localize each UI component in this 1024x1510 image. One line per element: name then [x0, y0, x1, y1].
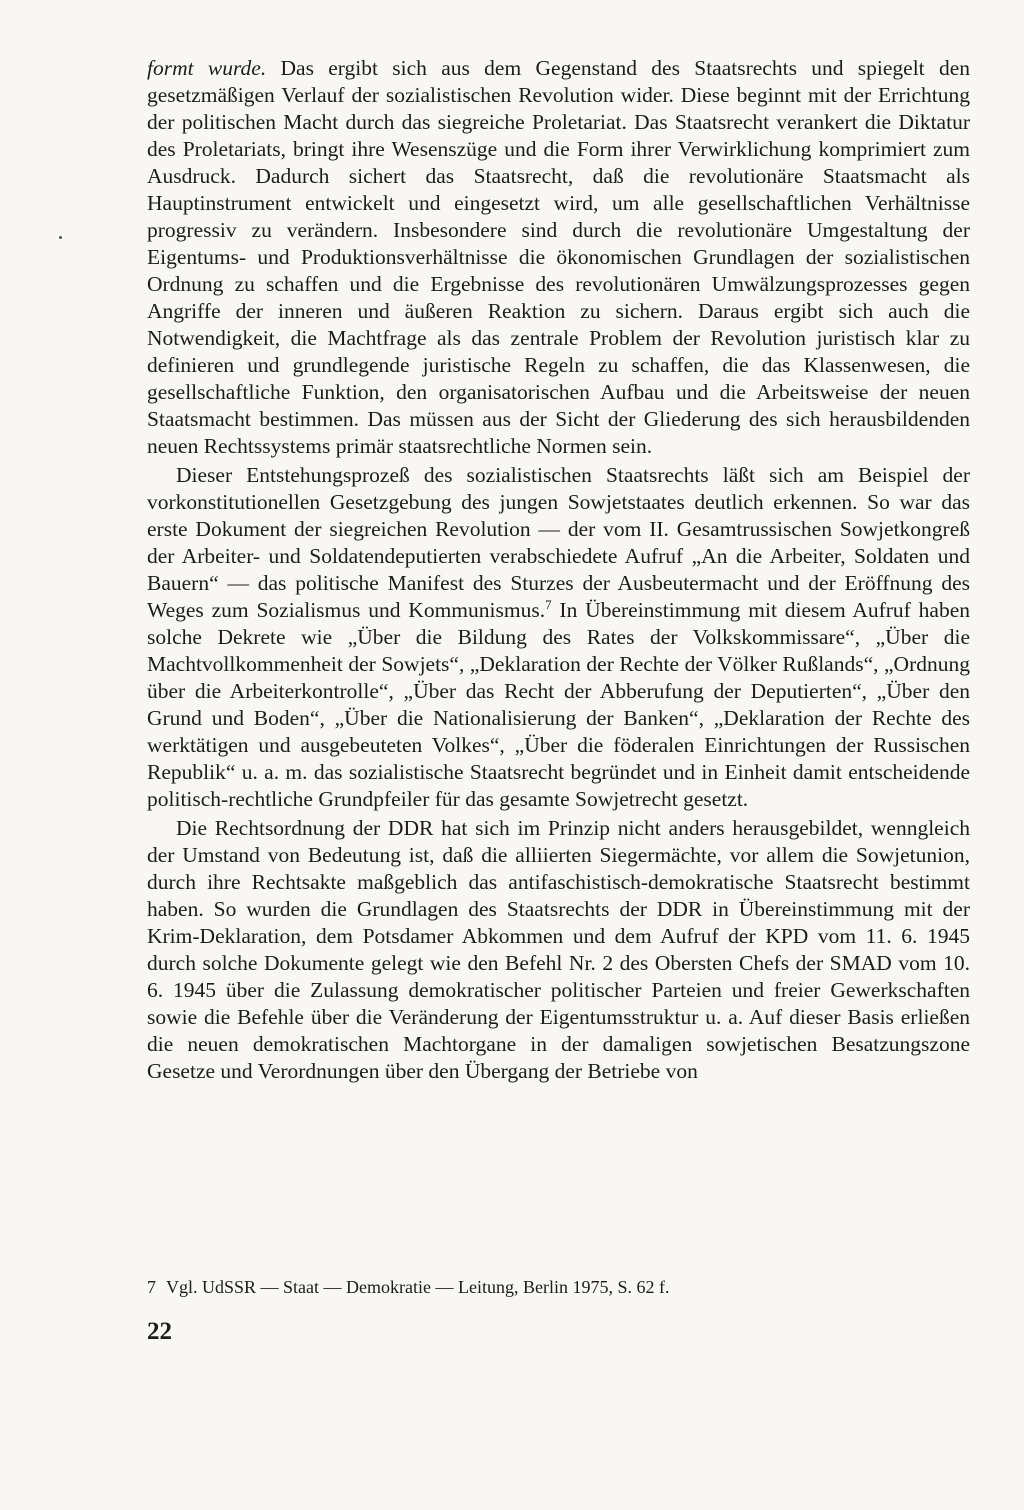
paragraph-2-text-b: In Übereinstimmung mit diesem Aufruf haben solche Dekrete wie „Über die Bildung des Rates der Volkskommissare“, „Über die Machtvollkommenheit der Sowjets“, „Deklaration der Rechte der Völker Rußlands“, „Ordnung über die Arbeiterkontrolle“, „Über das Recht der Abberufung der Deputierten“, „Über den Grund und Boden“, „Über die Nationalisierung der Banken“, „Deklaration der Rechte des werktätigen und ausgebeuteten Volkes“, „Über die föderalen Einrichtungen der Russischen Republik“ u. a. m. das sozialistische Staatsrecht begründet und in Einheit damit entscheidende politisch-rechtliche Grundpfeiler für das gesamte Sowjetrecht gesetzt. [147, 598, 970, 811]
footnote-reference: 7 [545, 596, 552, 612]
body-text [147, 55, 970, 1085]
paragraph-1-text: Das ergibt sich aus dem Gegenstand des Staatsrechts und spiegelt den gesetzmäßigen Verlauf der sozialistischen Revolution wider. Diese beginnt mit der Errichtung der politischen Macht durch das siegreiche Proletariat. Das Staatsrecht verankert die Diktatur des Proletariats, bringt ihre Wesenszüge und die Form ihrer Verwirklichung komprimiert zum Ausdruck. Dadurch sichert das Staatsrecht, daß die revolutionäre Staatsmacht als Hauptinstrument entwickelt und eingesetzt wird, um alle gesellschaftlichen Verhältnisse progressiv zu verändern. Insbesondere sind durch die revolutionäre Umgestaltung der Eigentums- und Produktionsverhältnisse die ökonomischen Grundlagen der sozialistischen Ordnung zu schaffen und die Ergebnisse des revolutionären Umwälzungsprozesses gegen Angriffe der inneren und äußeren Reaktion zu sichern. Daraus ergibt sich auch die Notwendigkeit, die Machtfrage als das zentrale Problem der Revolution juristisch klar zu definieren und grundlegende juristische Regeln zu schaffen, die das Klassenwesen, die gesellschaftliche Funktion, den organisatorischen Aufbau und die Arbeitsweise der neuen Staatsmacht bestimmen. Das müssen aus der Sicht der Gliederung des sich herausbildenden neuen Rechtssystems primär staatsrechtliche Normen sein. [147, 56, 970, 458]
paragraph-1 [147, 55, 970, 460]
paragraph-3: Die Rechtsordnung der DDR hat sich im Prinzip nicht anders herausgebildet, wenngleich der Umstand von Bedeutung ist, daß die alliierten Siegermächte, vor allem die Sowjetunion, durch ihre Rechtsakte maßgeblich das antifaschistisch-demokratische Staatsrecht bestimmt haben. So wurden die Grundlagen des Staatsrechts der DDR in Übereinstimmung mit der Krim-Deklaration, dem Potsdamer Abkommen und dem Aufruf der KPD vom 11. 6. 1945 durch solche Dokumente gelegt wie den Befehl Nr. 2 des Obersten Chefs der SMAD vom 10. 6. 1945 über die Zulassung demokratischer politischer Parteien und freier Gewerkschaften sowie die Befehle über die Veränderung der Eigentumsstruktur u. a. Auf dieser Basis erließen die neuen demokratischen Machtorgane in der damaligen sowjetischen Besatzungszone Gesetze und Verordnungen über den Übergang der Betriebe von [147, 816, 970, 1083]
paragraph-2 [147, 462, 970, 813]
page-number: 22 [147, 1318, 172, 1345]
scan-speck [59, 236, 62, 239]
footnote-text: Vgl. UdSSR — Staat — Demokratie — Leitung, Berlin 1975, S. 62 f. [166, 1277, 670, 1297]
footnote [147, 1275, 970, 1299]
paragraph-1-italic-lead: formt wurde. [147, 56, 267, 80]
paragraph-2-text-a: Dieser Entstehungsprozeß des sozialistischen Staatsrechts läßt sich am Beispiel der vorkonstitutionellen Gesetzgebung des jungen Sowjetstaates deutlich erkennen. So war das erste Dokument der siegreichen Revolution — der vom II. Gesamtrussischen Sowjetkongreß der Arbeiter- und Soldatendeputierten verabschiedete Aufruf „An die Arbeiter, Soldaten und Bauern“ — das politische Manifest des Sturzes der Ausbeutermacht und der Eröffnung des Weges zum Sozialismus und Kommunismus. [147, 463, 970, 622]
footnote-number: 7 [147, 1277, 156, 1297]
